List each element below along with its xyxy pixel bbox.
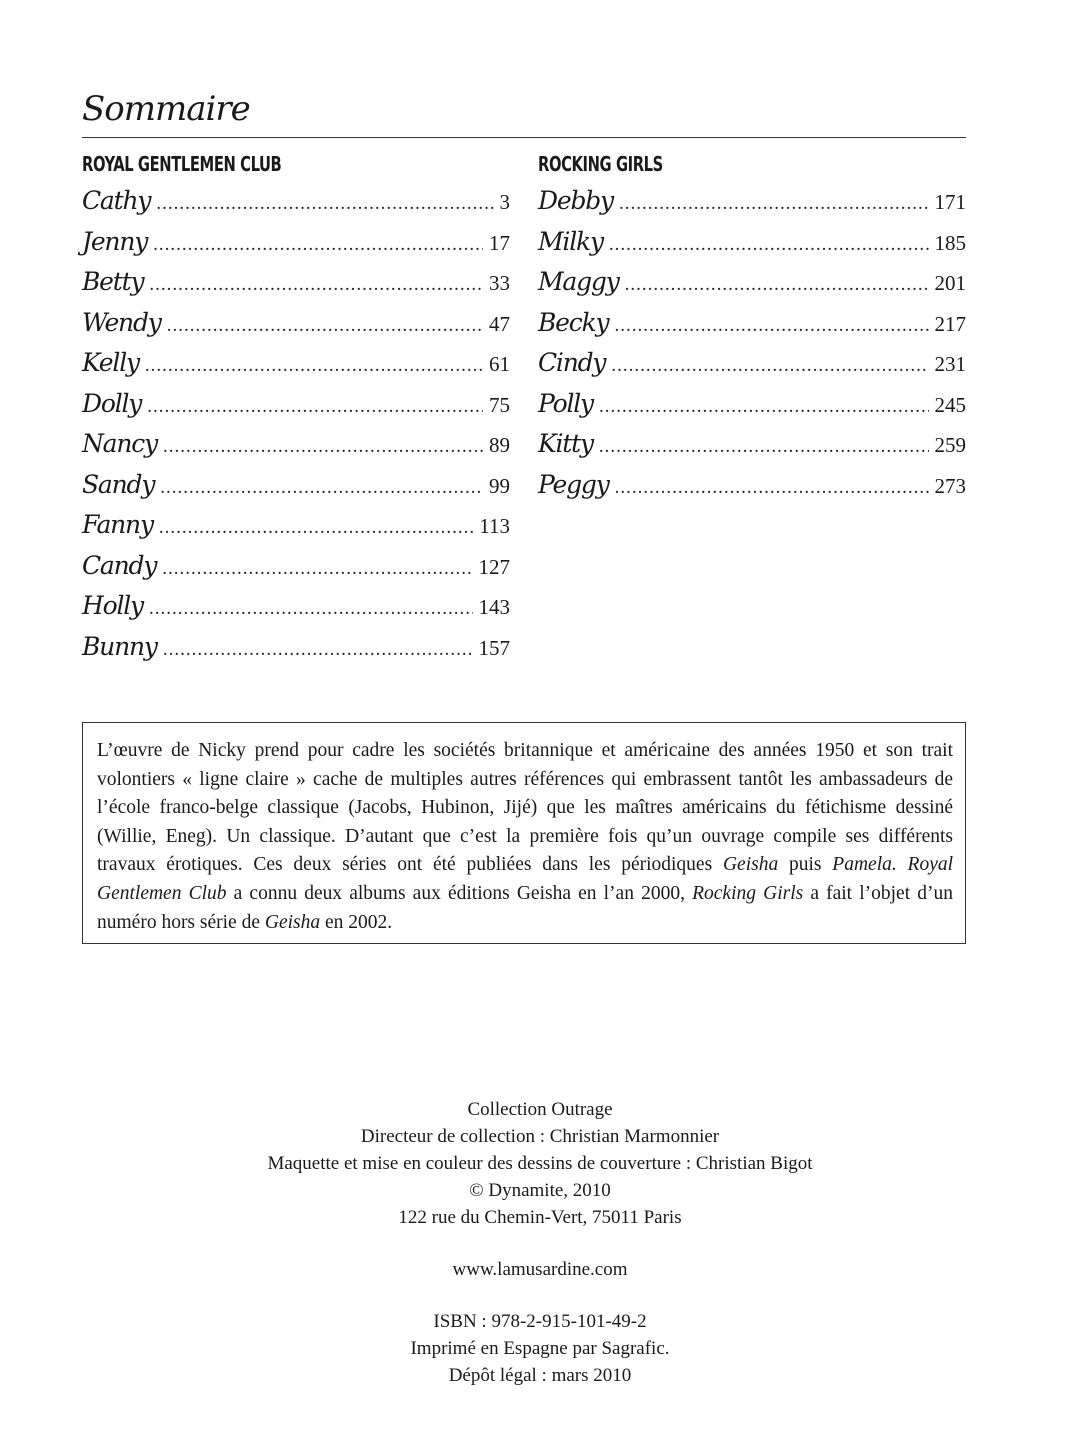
dot-leader (614, 315, 928, 337)
toc-entry-page: 273 (934, 473, 966, 498)
dot-leader (149, 598, 473, 620)
toc-entry-name: Fanny (82, 510, 153, 539)
toc-entry-page: 231 (934, 352, 966, 376)
toc-entry-page: 89 (489, 433, 510, 457)
toc-entry[interactable] (82, 389, 510, 430)
toc-list-right (538, 186, 966, 510)
legal-deposit: Dépôt légal : mars 2010 (448, 1365, 632, 1386)
toc-entry-page: 75 (489, 392, 510, 417)
summary-text-part (897, 854, 908, 875)
toc-entry[interactable] (82, 632, 510, 673)
toc-entry[interactable] (82, 186, 510, 227)
toc-entry-page: 33 (489, 271, 510, 295)
dot-leader (609, 234, 929, 256)
website: www.lamusardine.com (452, 1259, 628, 1280)
collection-director: Directeur de collection : Christian Marmonnier (360, 1126, 720, 1147)
section-title-rocking-girls: ROCKING GIRLS (538, 152, 663, 176)
dot-leader (615, 477, 929, 499)
dot-leader (145, 355, 483, 377)
copyright: © Dynamite, 2010 (469, 1180, 611, 1201)
toc-entry-page: 127 (478, 554, 510, 579)
toc-entry-page: 47 (489, 311, 510, 336)
summary-paragraph (97, 737, 953, 937)
dot-leader (167, 315, 483, 337)
title-divider (82, 137, 966, 138)
toc-entry-page: 17 (489, 230, 510, 255)
toc-entry-page: 217 (934, 311, 966, 336)
toc-left-column (82, 150, 510, 672)
dot-leader (619, 193, 929, 215)
toc-entry-page: 113 (479, 514, 510, 538)
toc-list-left (82, 186, 510, 672)
toc-entry-name: Dolly (82, 388, 142, 418)
toc-entry[interactable] (538, 308, 966, 349)
toc-entry[interactable] (82, 308, 510, 349)
toc-entry-page: 157 (478, 635, 510, 660)
toc-entry[interactable] (538, 348, 966, 389)
dot-leader (162, 558, 472, 580)
toc-entry[interactable] (538, 227, 966, 268)
summary-text-part: L’œuvre de Nicky prend pour cadre les sociétés britannique et américaine des années 1950 et son trait volontiers « ligne claire » cache de multiples autres références qui embrassent tantôt les ambassadeurs de l’école franco-belge classique (Jacobs, Hubinon, Jijé) que les maîtres américains du fétichisme dessiné (Willie, Eneg). Un classique. D’autant que c’est la première fois qu’un ouvrage compile ses différents travaux érotiques. Ces deux séries ont été publiées dans les périodiques (97, 740, 953, 876)
toc-entry[interactable] (538, 429, 966, 470)
section-title-royal-gentlemen-club: ROYAL GENTLEMEN CLUB (82, 152, 282, 176)
dot-leader (156, 193, 493, 215)
dot-leader (625, 274, 929, 296)
toc-entry-page: 201 (934, 271, 966, 295)
toc-entry[interactable] (538, 470, 966, 511)
toc-entry-name: Debby (538, 186, 613, 215)
toc-entry[interactable] (538, 267, 966, 308)
toc-entry-name: Nancy (82, 429, 158, 458)
toc-right-column (538, 150, 966, 510)
toc-entry-page: 143 (478, 595, 510, 619)
printer: Imprimé en Espagne par Sagrafic. (410, 1338, 670, 1359)
title-royal-gentlemen-club: Royal Gentlemen Club (97, 854, 954, 904)
toc-entry-page: 3 (499, 190, 510, 214)
toc-entry-page: 185 (934, 230, 966, 255)
dot-leader (160, 477, 483, 499)
dot-leader (147, 396, 483, 418)
toc-entry[interactable] (82, 348, 510, 389)
title-pamela: Pamela. (832, 854, 897, 876)
toc-entry-name: Jenny (82, 226, 148, 256)
toc-entry-name: Kelly (82, 348, 139, 377)
dot-leader (163, 639, 473, 661)
toc-entry[interactable] (82, 429, 510, 470)
toc-entry-name: Peggy (538, 469, 609, 499)
toc-entry-page: 245 (934, 392, 966, 417)
summary-text-part: a connu deux albums aux éditions Geisha en l’an 2000, (226, 882, 693, 904)
toc-entry-name: Bunny (82, 631, 157, 661)
dot-leader (599, 436, 929, 458)
toc-entry[interactable] (82, 470, 510, 511)
toc-entry-name: Candy (82, 550, 157, 580)
summary-text-part: a fait l’objet d’un numéro hors série de (97, 882, 953, 933)
toc-entry-page: 259 (934, 433, 966, 457)
summary-text-part: puis (778, 854, 833, 876)
title-rocking-girls: Rocking Girls (692, 882, 804, 904)
dot-leader (149, 274, 483, 296)
toc-entry-name: Becky (538, 307, 609, 337)
toc-entry[interactable] (538, 389, 966, 430)
toc-entry-name: Betty (82, 267, 144, 296)
dot-leader (163, 436, 483, 458)
toc-entry[interactable] (82, 267, 510, 308)
toc-entry-page: 99 (489, 473, 510, 498)
collection-name: Collection Outrage (467, 1099, 613, 1120)
publisher-address: 122 rue du Chemin-Vert, 75011 Paris (398, 1207, 682, 1228)
toc-entry[interactable] (82, 551, 510, 592)
toc-entry[interactable] (82, 591, 510, 632)
toc-entry[interactable] (538, 186, 966, 227)
layout-credit: Maquette et mise en couleur des dessins de couverture : Christian Bigot (267, 1153, 813, 1174)
page-title: Sommaire (82, 89, 250, 129)
toc-entry[interactable] (82, 227, 510, 268)
dot-leader (599, 396, 929, 418)
toc-entry-name: Cathy (82, 186, 151, 215)
dot-leader (611, 355, 928, 377)
toc-entry-name: Holly (82, 591, 143, 620)
title-geisha: Geisha (264, 911, 321, 933)
title-geisha: Geisha (722, 854, 779, 876)
summary-box (82, 722, 966, 944)
toc-entry-name: Milky (538, 226, 603, 256)
toc-entry-name: Maggy (538, 267, 619, 296)
toc-entry-page: 171 (934, 190, 966, 214)
toc-entry-name: Cindy (538, 348, 606, 377)
toc-entry-name: Kitty (538, 429, 593, 458)
toc-entry-name: Polly (538, 388, 593, 418)
spacer (0, 1283, 1080, 1308)
colophon (0, 1096, 1080, 1389)
spacer (0, 1231, 1080, 1256)
toc-entry-page: 61 (489, 352, 510, 376)
toc-entry-name: Sandy (82, 469, 155, 499)
summary-text-part: en 2002. (320, 911, 393, 933)
toc-entry[interactable] (82, 510, 510, 551)
dot-leader (159, 517, 473, 539)
dot-leader (153, 234, 483, 256)
isbn: ISBN : 978-2-915-101-49-2 (433, 1311, 647, 1332)
toc-entry-name: Wendy (82, 307, 161, 337)
